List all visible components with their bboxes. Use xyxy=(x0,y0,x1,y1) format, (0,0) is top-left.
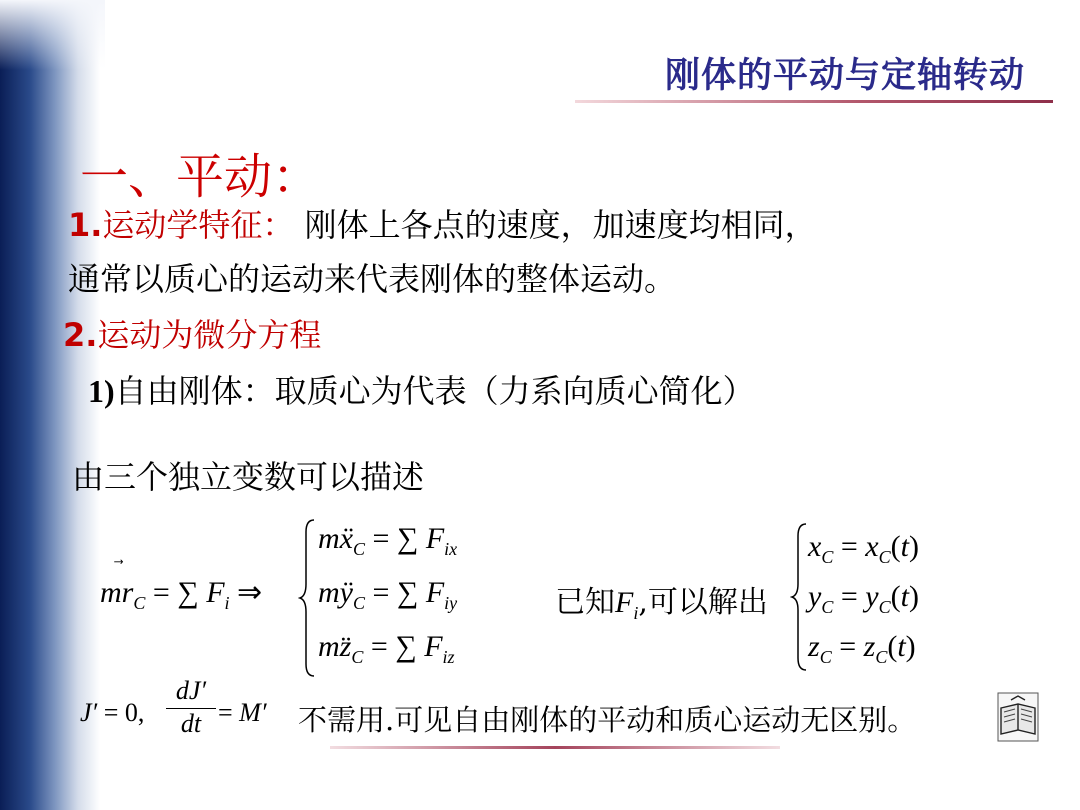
solution-z: $z_C = z_C(t)$ xyxy=(808,630,916,667)
slide-title: 刚体的平动与定轴转动 xyxy=(664,56,1025,96)
equation-y: $mÿ_C$ = ∑ $F_{iy}$ xyxy=(318,576,458,613)
footnote-derivative: dJ′ dt xyxy=(166,676,216,739)
known-text: 已知$F_i$,可以解出 xyxy=(555,585,768,623)
equation-z: $mz̈_C$ = ∑ $F_{iz}$ xyxy=(318,630,455,667)
equation-x: mẍ$_C$ = ∑ $F_{ix}$ xyxy=(318,522,458,559)
footnote-text: 不需用.可见自由刚体的平动和质心运动无区别。 xyxy=(298,703,917,737)
item-number: 1) xyxy=(88,373,115,409)
left-brace xyxy=(298,518,316,678)
kinematics-line-2: 通常以质心的运动来代表刚体的整体运动。 xyxy=(68,260,677,298)
kinematics-line-1 xyxy=(68,200,817,246)
sidebar-highlight xyxy=(0,0,105,70)
kinematics-text: 刚体上各点的速度，加速度均相同， xyxy=(304,206,817,244)
describe-text: 由三个独立变数可以描述 xyxy=(72,458,425,496)
item-text: 自由刚体：取质心为代表（力系向质心简化） xyxy=(114,372,755,410)
book-icon xyxy=(997,692,1039,742)
solution-x: $x_C = x_C(t)$ xyxy=(808,530,919,567)
solution-y: $y_C = y_C(t)$ xyxy=(808,580,919,617)
dynamics-label: 2.运动为微分方程 xyxy=(63,316,322,354)
equation-lhs: mr $_C$ = ∑ $F_i$ ⇒ xyxy=(100,576,263,613)
footnote-formula-j: J′ = 0, xyxy=(80,698,145,727)
bottom-underline xyxy=(330,746,780,749)
kinematics-label: 1.运动学特征： xyxy=(68,206,295,244)
footnote-formula-m: = M′ xyxy=(218,698,267,727)
right-brace xyxy=(790,522,808,672)
title-underline xyxy=(575,100,1053,103)
sidebar-decoration xyxy=(0,0,100,810)
section-heading: 一、平动： xyxy=(80,149,321,205)
free-body-item xyxy=(88,366,755,412)
